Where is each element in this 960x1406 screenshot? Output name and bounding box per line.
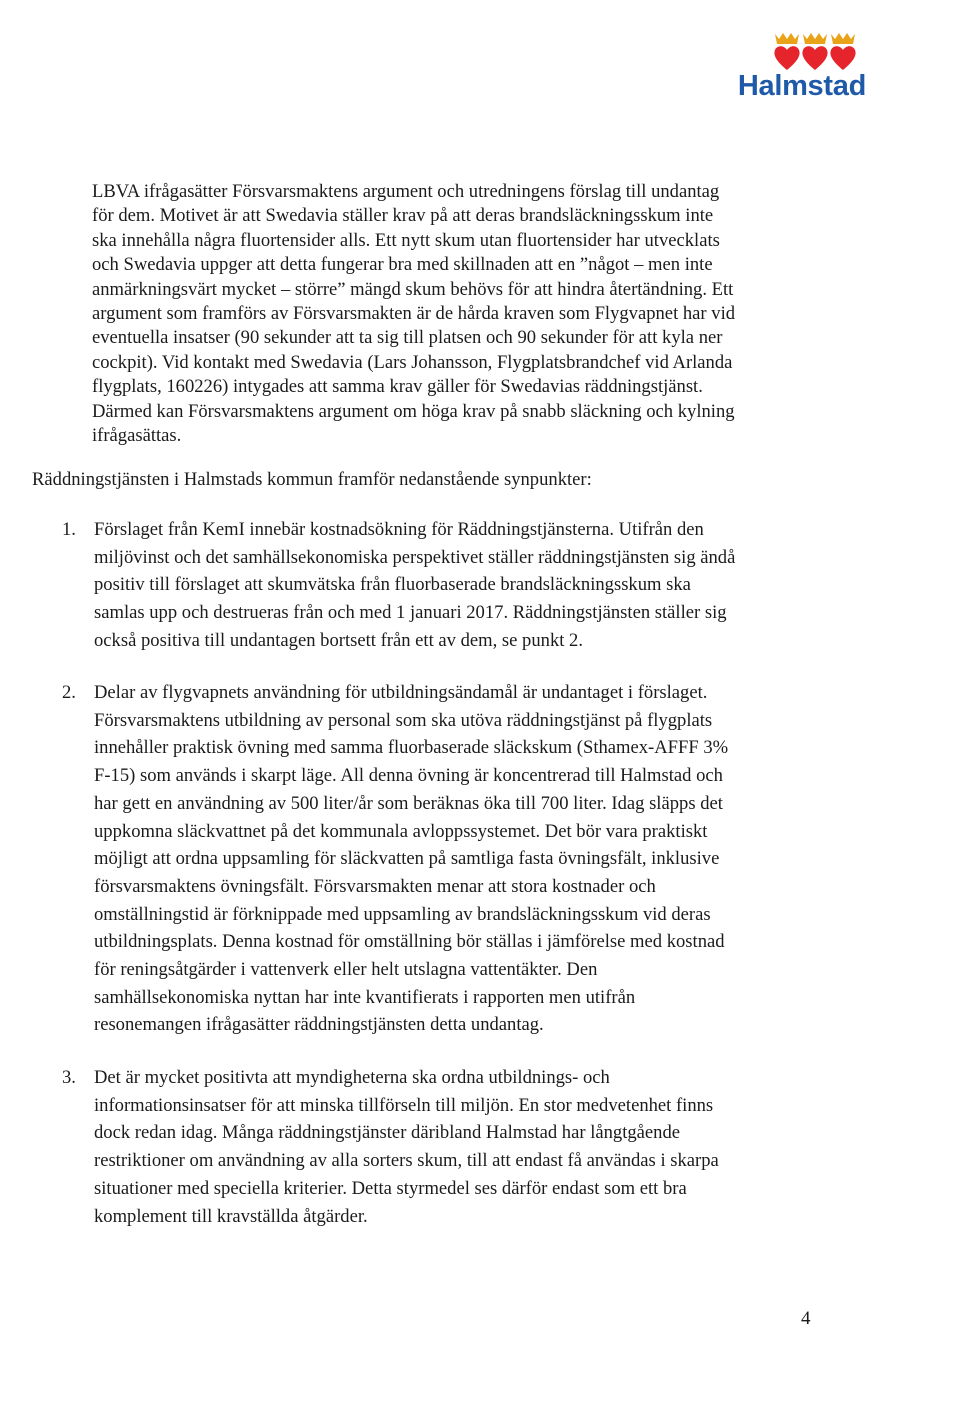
text-line: ska innehålla några fluortensider alls. Ett nytt skum utan fluortensider har utvecklats: [92, 229, 720, 251]
text-line: LBVA ifrågasätter Försvarsmaktens argument och utredningens förslag till undantag: [92, 181, 720, 202]
text-line: Det är mycket positivta att myndigheterna ska ordna utbildnings- och: [94, 1067, 610, 1088]
text-line: möjligt att ordna uppsamling för släckvatten på samtliga fasta övningsfält, inklusive: [94, 848, 720, 870]
text-line: situationer med speciella kriterier. Detta styrmedel ses därför endast som ett bra: [94, 1177, 687, 1199]
text-line: miljövinst och det samhällsekonomiska perspektivet ställer räddningstjänsten sig ändå: [94, 546, 736, 568]
text-line: Därmed kan Försvarsmaktens argument om höga krav på snabb släckning och kylning: [92, 400, 735, 422]
text-line: dock redan idag. Många räddningstjänster däribland Halmstad har långtgående: [94, 1122, 681, 1144]
crown-icon: [775, 33, 855, 44]
lead-sentence: Räddningstjänsten i Halmstads kommun framför nedanstående synpunkter:: [32, 469, 592, 490]
point-number: 2.: [62, 682, 76, 703]
text-line: F-15) som används i skarpt läge. All denna övning är koncentrerad till Halmstad och: [94, 765, 723, 787]
text-line: Förslaget från KemI innebär kostnadsökning för Räddningstjänsterna. Utifrån den: [94, 519, 704, 540]
text-line: för dem. Motivet är att Swedavia ställer krav på att deras brandsläckningsskum inte: [92, 205, 714, 227]
crowned-hearts-emblem: [772, 30, 860, 72]
text-line: eventuella insatser (90 sekunder att ta sig till platsen och 90 sekunder för att kyla ner: [92, 327, 723, 349]
heart-icon: [774, 46, 855, 70]
text-line: komplement till kravställda åtgärder.: [94, 1205, 368, 1227]
text-line: och Swedavia uppger att detta fungerar bra med skillnaden att en ”något – men inte: [92, 254, 713, 276]
text-line: samlas upp och destrueras från och med 1 januari 2017. Räddningstjänsten ställer sig: [94, 602, 727, 624]
intro-paragraph: [92, 180, 832, 448]
page-number: 4: [801, 1308, 811, 1329]
halmstad-logo: [716, 30, 866, 102]
point-text: [94, 1064, 834, 1230]
text-line: cockpit). Vid kontakt med Swedavia (Lars Johansson, Flygplatsbrandchef vid Arlanda: [92, 351, 733, 373]
text-line: för reningsåtgärder i vattenverk eller helt utslagna vattentäkter. Den: [94, 959, 598, 981]
text-line: ifrågasättas.: [92, 425, 182, 447]
text-line: flygplats, 160226) intygades att samma krav gäller för Swedavias räddningstjänst.: [92, 376, 703, 398]
point-text: [94, 516, 834, 655]
text-line: informationsinsatser för att minska tillförseln till miljön. En stor medvetenhet finns: [94, 1094, 714, 1116]
point-number: 1.: [62, 519, 76, 540]
text-line: positiv till förslaget att skumvätska från fluorbaserade brandsläckningsskum ska: [94, 574, 691, 596]
point-text: [94, 679, 834, 1039]
text-line: restriktioner om användning av alla sorters skum, till att endast få användas i skarpa: [94, 1150, 719, 1172]
text-line: uppkomna släckvattnet på det kommunala avloppssystemet. Det bör vara praktiskt: [94, 820, 708, 842]
text-line: anmärkningsvärt mycket – större” mängd skum behövs för att hindra återtändning. Ett: [92, 278, 734, 300]
text-line: Delar av flygvapnets användning för utbildningsändamål är undantaget i förslaget.: [94, 682, 708, 703]
text-line: har gett en användning av 500 liter/år som beräknas öka till 700 liter. Idag släpps det: [94, 792, 723, 814]
logo-wordmark: Halmstad: [737, 70, 866, 102]
text-line: resonemangen ifrågasätter räddningstjänsten detta undantag.: [94, 1014, 544, 1036]
text-line: också positiva till undantagen bortsett från ett av dem, se punkt 2.: [94, 629, 584, 651]
text-line: argument som framförs av Försvarsmakten är de hårda kraven som Flygvapnet har vid: [92, 303, 736, 325]
text-line: utbildningsplats. Denna kostnad för omställning bör ställas i jämförelse med kostnad: [94, 931, 725, 953]
point-number: 3.: [62, 1067, 76, 1088]
text-line: innehåller praktisk övning med samma fluorbaserade släckskum (Sthamex-AFFF 3%: [94, 737, 729, 759]
text-line: omställningstid är förknippade med uppsamling av brandsläckningsskum vid deras: [94, 903, 711, 925]
text-line: försvarsmaktens övningsfält. Försvarsmakten menar att stora kostnader och: [94, 875, 656, 897]
text-line: samhällsekonomiska nyttan har inte kvantifierats i rapporten men utifrån: [94, 986, 636, 1008]
text-line: Försvarsmaktens utbildning av personal som ska utöva räddningstjänst på flygplats: [94, 709, 713, 731]
